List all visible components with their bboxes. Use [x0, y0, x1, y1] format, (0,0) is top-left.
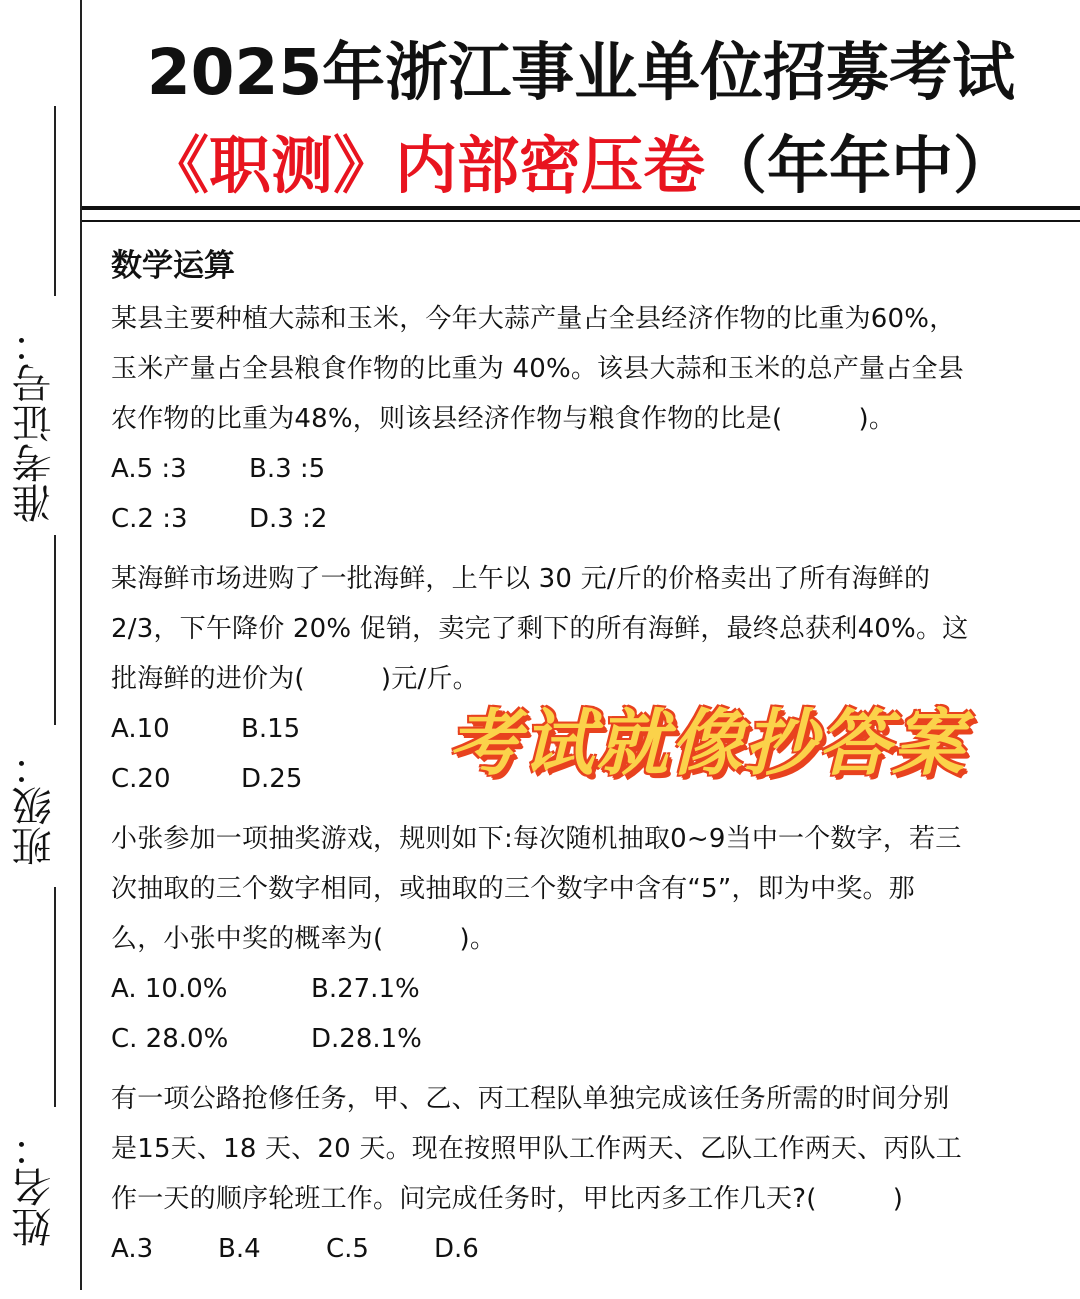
option-b: B.4	[218, 1234, 261, 1264]
exam-id-label: 准考证号：	[12, 323, 58, 523]
class-blank-line	[54, 535, 56, 725]
option-row	[111, 444, 1056, 494]
option-d: D.25	[241, 764, 303, 794]
option-row	[111, 1224, 1056, 1274]
option-a: A.5 :3	[111, 454, 187, 484]
question-line: 玉米产量占全县粮食作物的比重为 40%。该县大蒜和玉米的总产量占全县	[111, 354, 964, 384]
binding-margin	[0, 0, 82, 1299]
exam-id-blank-line	[54, 106, 56, 296]
option-c: C.20	[111, 764, 171, 794]
question-line: 么，小张中奖的概率为( )。	[111, 924, 497, 954]
class-label: 班级：	[12, 746, 58, 866]
question-line: 批海鲜的进价为( )元/斤。	[111, 664, 479, 694]
option-d: D.3 :2	[249, 504, 328, 534]
option-c: C.2 :3	[111, 504, 188, 534]
option-a: A.3	[111, 1234, 154, 1264]
question-line: 是15天、18 天、20 天。现在按照甲队工作两天、乙队工作两天、丙队工	[111, 1134, 962, 1164]
page-title: 2025年浙江事业单位招募考试	[146, 36, 1016, 109]
option-d: D.28.1%	[311, 1024, 422, 1054]
option-d: D.6	[434, 1234, 479, 1264]
option-b: B.15	[241, 714, 301, 744]
subtitle-black-part: （年年中）	[705, 129, 1016, 202]
header-rule-thin	[82, 220, 1080, 222]
promo-stamp: 考试就像抄答案	[448, 701, 967, 785]
question-line: 有一项公路抢修任务，甲、乙、丙工程队单独完成该任务所需的时间分别	[111, 1084, 950, 1114]
question-line: 农作物的比重为48%，则该县经济作物与粮食作物的比是( )。	[111, 404, 896, 434]
question-line: 次抽取的三个数字相同，或抽取的三个数字中含有“5”，即为中奖。那	[111, 874, 915, 904]
question-line: 2/3，下午降价 20% 促销，卖完了剩下的所有海鲜，最终总获利40%。这	[111, 614, 969, 644]
section-heading: 数学运算	[111, 248, 235, 284]
option-c: C. 28.0%	[111, 1024, 229, 1054]
page-subtitle	[82, 116, 1080, 205]
option-c: C.5	[326, 1234, 369, 1264]
option-b: B.27.1%	[311, 974, 420, 1004]
option-row	[111, 1014, 1056, 1064]
question-3	[111, 814, 1056, 1064]
question-line: 小张参加一项抽奖游戏，规则如下:每次随机抽取0~9当中一个数字，若三	[111, 824, 962, 854]
question-line: 作一天的顺序轮班工作。问完成任务时，甲比丙多工作几天?( )	[111, 1184, 904, 1214]
question-4	[111, 1074, 1056, 1274]
option-a: A.10	[111, 714, 170, 744]
header-rule-thick	[82, 206, 1080, 210]
name-blank-line	[54, 887, 56, 1107]
option-b: B.3 :5	[249, 454, 326, 484]
option-row	[111, 964, 1056, 1014]
question-1	[111, 294, 1056, 544]
name-label: 姓名：	[12, 1127, 58, 1247]
subtitle-red-part: 《职测》内部密压卷	[146, 129, 705, 202]
question-line: 某海鲜市场进购了一批海鲜，上午以 30 元/斤的价格卖出了所有海鲜的	[111, 564, 931, 594]
option-a: A. 10.0%	[111, 974, 228, 1004]
option-row	[111, 494, 1056, 544]
question-line: 某县主要种植大蒜和玉米，今年大蒜产量占全县经济作物的比重为60%，	[111, 304, 956, 334]
